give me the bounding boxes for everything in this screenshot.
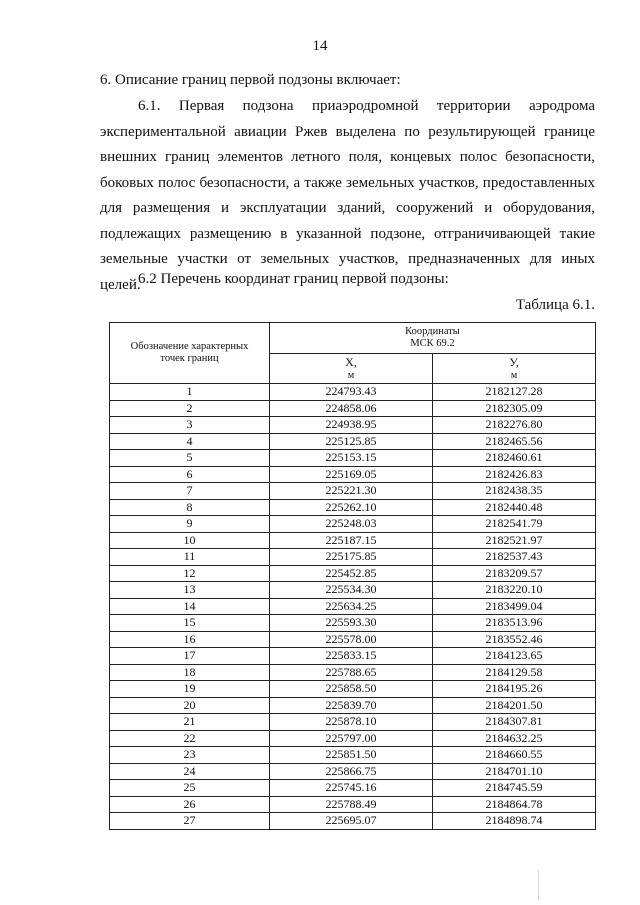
coordinates-table (109, 322, 596, 830)
table-row (110, 730, 596, 747)
cell-point-number: 2 (110, 400, 270, 417)
cell-x-coordinate: 225153.15 (270, 450, 433, 467)
cell-y-coordinate: 2183209.57 (433, 565, 596, 582)
table-row (110, 697, 596, 714)
cell-x-coordinate: 224938.95 (270, 417, 433, 434)
table-row (110, 681, 596, 698)
header-y-unit: м (510, 369, 518, 381)
cell-point-number: 12 (110, 565, 270, 582)
table-row (110, 631, 596, 648)
cell-y-coordinate: 2184660.55 (433, 747, 596, 764)
cell-x-coordinate: 225125.85 (270, 433, 433, 450)
cell-point-number: 16 (110, 631, 270, 648)
cell-y-coordinate: 2183513.96 (433, 615, 596, 632)
header-y (433, 354, 596, 384)
cell-x-coordinate: 224793.43 (270, 384, 433, 401)
cell-point-number: 15 (110, 615, 270, 632)
table-row (110, 780, 596, 797)
table-row (110, 813, 596, 830)
cell-point-number: 22 (110, 730, 270, 747)
cell-y-coordinate: 2183220.10 (433, 582, 596, 599)
cell-point-number: 20 (110, 697, 270, 714)
table-row (110, 516, 596, 533)
table-row (110, 400, 596, 417)
cell-y-coordinate: 2182541.79 (433, 516, 596, 533)
cell-point-number: 18 (110, 664, 270, 681)
cell-point-number: 25 (110, 780, 270, 797)
cell-x-coordinate: 225634.25 (270, 598, 433, 615)
table-row (110, 384, 596, 401)
table-row (110, 499, 596, 516)
cell-point-number: 21 (110, 714, 270, 731)
table-row (110, 763, 596, 780)
table-row (110, 417, 596, 434)
cell-point-number: 6 (110, 466, 270, 483)
cell-x-coordinate: 225262.10 (270, 499, 433, 516)
cell-y-coordinate: 2182460.61 (433, 450, 596, 467)
cell-point-number: 27 (110, 813, 270, 830)
cell-x-coordinate: 225578.00 (270, 631, 433, 648)
cell-x-coordinate: 225221.30 (270, 483, 433, 500)
cell-y-coordinate: 2182276.80 (433, 417, 596, 434)
cell-x-coordinate: 225797.00 (270, 730, 433, 747)
cell-y-coordinate: 2182440.48 (433, 499, 596, 516)
header-coordinates (270, 323, 596, 354)
cell-point-number: 8 (110, 499, 270, 516)
cell-point-number: 4 (110, 433, 270, 450)
cell-x-coordinate: 225452.85 (270, 565, 433, 582)
cell-y-coordinate: 2184129.58 (433, 664, 596, 681)
cell-x-coordinate: 225833.15 (270, 648, 433, 665)
subheading-6-2: 6.2 Перечень координат границ первой подзоны: (138, 271, 449, 287)
cell-x-coordinate: 225788.49 (270, 796, 433, 813)
cell-x-coordinate: 225534.30 (270, 582, 433, 599)
table-row (110, 433, 596, 450)
cell-x-coordinate: 224858.06 (270, 400, 433, 417)
table-row (110, 565, 596, 582)
table-row (110, 549, 596, 566)
table-row (110, 532, 596, 549)
cell-x-coordinate: 225248.03 (270, 516, 433, 533)
cell-y-coordinate: 2184632.25 (433, 730, 596, 747)
cell-y-coordinate: 2183552.46 (433, 631, 596, 648)
table-row (110, 664, 596, 681)
cell-x-coordinate: 225695.07 (270, 813, 433, 830)
cell-x-coordinate: 225866.75 (270, 763, 433, 780)
cell-x-coordinate: 225878.10 (270, 714, 433, 731)
table-row (110, 615, 596, 632)
cell-y-coordinate: 2182127.28 (433, 384, 596, 401)
header-y-label: У, (509, 354, 519, 369)
cell-y-coordinate: 2182465.56 (433, 433, 596, 450)
cell-y-coordinate: 2182438.35 (433, 483, 596, 500)
cell-y-coordinate: 2182305.09 (433, 400, 596, 417)
cell-x-coordinate: 225169.05 (270, 466, 433, 483)
cell-x-coordinate: 225593.30 (270, 615, 433, 632)
cell-point-number: 1 (110, 384, 270, 401)
cell-point-number: 9 (110, 516, 270, 533)
cell-point-number: 5 (110, 450, 270, 467)
coordinates-table-body (110, 384, 596, 830)
header-x-label: Х, (345, 354, 357, 369)
cell-x-coordinate: 225858.50 (270, 681, 433, 698)
table-caption: Таблица 6.1. (515, 297, 595, 313)
cell-point-number: 19 (110, 681, 270, 698)
cell-y-coordinate: 2184864.78 (433, 796, 596, 813)
table-row (110, 648, 596, 665)
header-points-line2: точек границ (160, 353, 219, 364)
table-row (110, 450, 596, 467)
scan-artifact-line (538, 870, 539, 900)
page-number: 14 (312, 38, 328, 54)
cell-point-number: 23 (110, 747, 270, 764)
cell-y-coordinate: 2184195.26 (433, 681, 596, 698)
cell-point-number: 10 (110, 532, 270, 549)
cell-x-coordinate: 225745.16 (270, 780, 433, 797)
table-row (110, 747, 596, 764)
cell-point-number: 17 (110, 648, 270, 665)
cell-x-coordinate: 225788.65 (270, 664, 433, 681)
cell-point-number: 13 (110, 582, 270, 599)
cell-point-number: 26 (110, 796, 270, 813)
cell-point-number: 3 (110, 417, 270, 434)
table-row (110, 598, 596, 615)
header-points-line1: Обозначение характерных (130, 341, 249, 352)
header-coordinates-line1: Координаты (405, 326, 460, 337)
paragraph-6-1: 6.1. Первая подзона приаэродромной территории аэродрома экспериментальной авиации Ржев выделена по результирующей границе внешних границ элементов летного поля, концевых полос безопасности, боковых полос безопасности, а также земельных участков, предоставленных для размещения и эксплуатации зданий, сооружений и оборудования, подлежащих размещению в указанной подзоне, отграничивающей такие земельные участки от земельных участков, предназначенных для иных целей. (100, 98, 595, 293)
cell-x-coordinate: 225175.85 (270, 549, 433, 566)
cell-x-coordinate: 225839.70 (270, 697, 433, 714)
cell-y-coordinate: 2182521.97 (433, 532, 596, 549)
cell-point-number: 7 (110, 483, 270, 500)
cell-x-coordinate: 225187.15 (270, 532, 433, 549)
cell-y-coordinate: 2184201.50 (433, 697, 596, 714)
cell-point-number: 14 (110, 598, 270, 615)
section-heading: 6. Описание границ первой подзоны включает: (100, 72, 401, 88)
cell-y-coordinate: 2182537.43 (433, 549, 596, 566)
header-x-unit: м (347, 369, 355, 381)
cell-y-coordinate: 2184123.65 (433, 648, 596, 665)
cell-y-coordinate: 2184745.59 (433, 780, 596, 797)
table-row (110, 796, 596, 813)
table-row (110, 483, 596, 500)
table-row (110, 466, 596, 483)
cell-y-coordinate: 2184701.10 (433, 763, 596, 780)
cell-y-coordinate: 2184307.81 (433, 714, 596, 731)
cell-point-number: 11 (110, 549, 270, 566)
cell-y-coordinate: 2182426.83 (433, 466, 596, 483)
cell-y-coordinate: 2183499.04 (433, 598, 596, 615)
cell-y-coordinate: 2184898.74 (433, 813, 596, 830)
table-row (110, 714, 596, 731)
header-x (270, 354, 433, 384)
table-row (110, 582, 596, 599)
header-points (110, 323, 270, 384)
cell-point-number: 24 (110, 763, 270, 780)
header-coordinates-line2: МСК 69.2 (410, 338, 455, 349)
cell-x-coordinate: 225851.50 (270, 747, 433, 764)
